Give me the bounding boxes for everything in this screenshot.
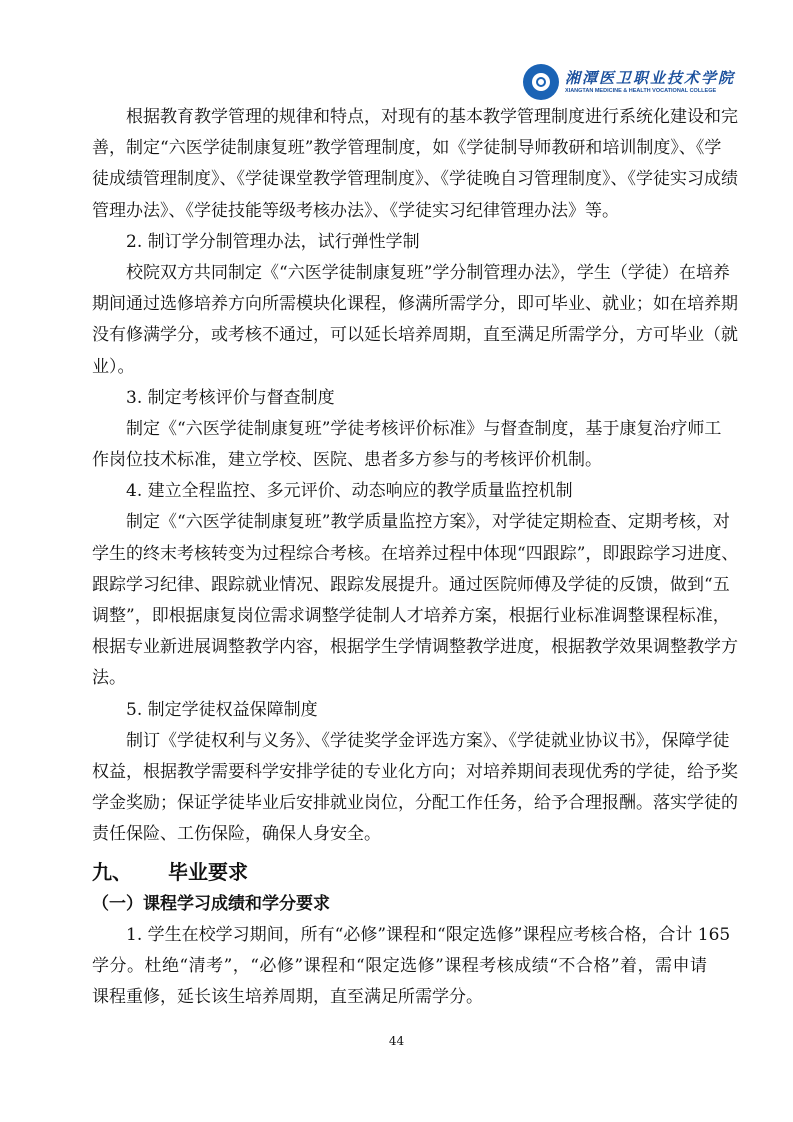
college-logo	[523, 64, 735, 100]
subsection-heading: （一）课程学习成绩和学分要求	[92, 894, 330, 914]
paragraph-line: 没有修满学分，或考核不通过，可以延长培养周期，直至满足所需学分，方可毕业（就	[92, 325, 738, 346]
paragraph-line: 跟踪学习纪律、跟踪就业情况、跟踪发展提升。通过医院师傅及学徒的反馈，做到“五	[92, 574, 730, 595]
paragraph-line: 学生的终末考核转变为过程综合考核。在培养过程中体现“四跟踪”，即跟踪学习进度、	[92, 543, 739, 564]
logo-english-name: XIANGTAN MEDICINE & HEALTH VOCATIONAL COLLEGE	[565, 88, 717, 94]
paragraph-line: 根据教育教学管理的规律和特点，对现有的基本教学管理制度进行系统化建设和完	[126, 107, 738, 127]
section-number: 九、	[92, 860, 132, 884]
paragraph-line: 作岗位技术标准，建立学校、医院、患者多方参与的考核评价机制。	[92, 450, 602, 471]
paragraph-line: 权益，根据教学需要科学安排学徒的专业化方向；对培养期间表现优秀的学徒，给予奖	[92, 761, 738, 782]
paragraph-line: 期间通过选修培养方向所需模块化课程，修满所需学分，即可毕业、就业；如在培养期	[92, 294, 738, 315]
section-heading	[92, 857, 248, 887]
paragraph-line: 学分。杜绝“清考”，“必修”课程和“限定选修”课程考核成绩“不合格”着，需申请	[92, 956, 707, 977]
paragraph-line: 制定《“六医学徒制康复班”学徒考核评价标准》与督查制度，基于康复治疗师工	[126, 418, 722, 439]
college-seal-icon	[523, 64, 559, 100]
document-body	[92, 102, 739, 851]
paragraph-line: 根据专业新进展调整教学内容，根据学生学情调整教学进度，根据教学效果调整教学方	[92, 637, 738, 658]
logo-chinese-name: 湘潭医卫职业技术学院	[565, 69, 736, 87]
paragraph-line: 调整”，即根据康复岗位需求调整学徒制人才培养方案，根据行业标准调整课程标准，	[92, 606, 730, 626]
paragraph-line: 制订《学徒权利与义务》、《学徒奖学金评选方案》、《学徒就业协议书》，保障学徒	[126, 730, 730, 751]
paragraph-line: 1. 学生在校学习期间，所有“必修”课程和“限定选修”课程应考核合格，合计 165	[126, 925, 731, 945]
paragraph-line: 业）。	[92, 356, 135, 377]
paragraph-line: 校院双方共同制定《“六医学徒制康复班”学分制管理办法》，学生（学徒）在培养	[126, 262, 730, 283]
paragraph-line: 善，制定“六医学徒制康复班”教学管理制度，如《学徒制导师教研和培训制度》、《学	[92, 138, 722, 159]
paragraph-line: 学金奖励；保证学徒毕业后安排就业岗位，分配工作任务，给予合理报酬。落实学徒的	[92, 793, 738, 814]
paragraph-line: 课程重修，延长该生培养周期，直至满足所需学分。	[92, 987, 483, 1008]
document-body-2	[92, 920, 731, 1014]
paragraph-line: 法。	[92, 668, 126, 689]
subheading-line: 4. 建立全程监控、多元评价、动态响应的教学质量监控机制	[126, 481, 573, 502]
paragraph-line: 责任保险、工伤保险，确保人身安全。	[92, 824, 381, 845]
section-title: 毕业要求	[168, 860, 248, 884]
paragraph-line: 管理办法》、《学徒技能等级考核办法》、《学徒实习纪律管理办法》等。	[92, 200, 619, 221]
subheading-line: 5. 制定学徒权益保障制度	[126, 699, 318, 720]
subheading-line: 2. 制订学分制管理办法，试行弹性学制	[126, 231, 420, 252]
subheading-line: 3. 制定考核评价与督查制度	[126, 387, 335, 408]
paragraph-line: 徒成绩管理制度》、《学徒课堂教学管理制度》、《学徒晚自习管理制度》、《学徒实习成绩	[92, 169, 738, 190]
page-number: 44	[388, 1034, 405, 1048]
paragraph-line: 制定《“六医学徒制康复班”教学质量监控方案》，对学徒定期检查、定期考核，对	[126, 512, 730, 533]
